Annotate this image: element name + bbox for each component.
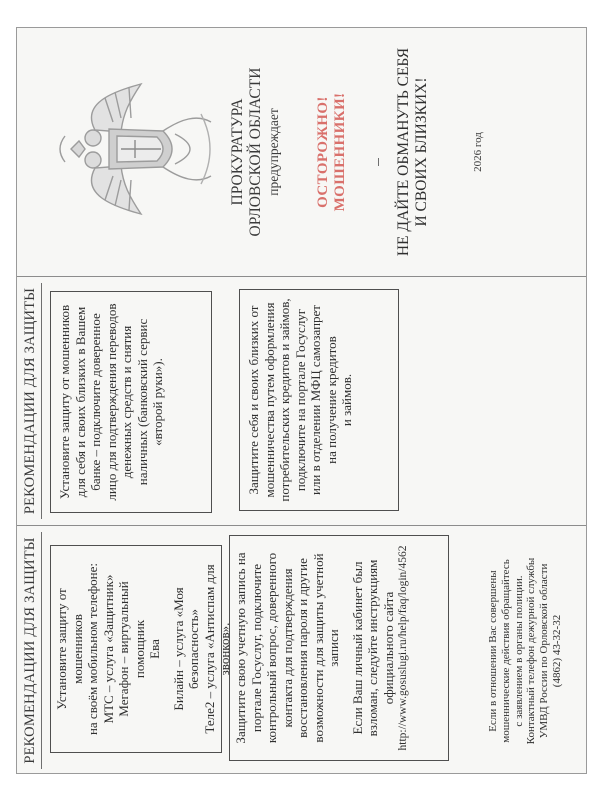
spacer (163, 554, 171, 744)
text-line: наличных (банковский сервис (134, 318, 150, 486)
gosuslugi-protection-box (229, 535, 449, 761)
text-line: на получение кредитов (323, 336, 339, 464)
text-line: Контактный телефон дежурной службы (525, 557, 538, 745)
cta-line: НЕ ДАЙТЕ ОБМАНУТЬ СЕБЯ (395, 47, 412, 257)
text-line: на своём мобильном телефоне: (85, 562, 100, 736)
leaflet-rotated-content (17, 28, 587, 774)
text-line: лицо для подтверждения переводов (103, 303, 119, 501)
office-name-line: ОРЛОВСКОЙ ОБЛАСТИ (247, 67, 264, 237)
call-to-action (395, 28, 431, 276)
text-line: Защитите себя и своих близких от (246, 305, 261, 495)
text-line: возможности для защиты учетной (310, 553, 326, 743)
text-line: Билайн – услуга «Моя (170, 587, 186, 711)
text-line: мошеннические действия обращайтесь (499, 559, 512, 743)
warning-line: ОСТОРОЖНО! (315, 96, 331, 208)
bank-protection-box (50, 291, 212, 513)
text-line: УМВД России по Орловской области (538, 563, 551, 739)
text-line: безопасность» (186, 608, 201, 690)
text-line: Если в отношении Вас совершены (487, 570, 499, 732)
phone-protection-box (50, 545, 232, 753)
divider (378, 158, 379, 166)
cta-line: И СВОИХ БЛИЗКИХ! (413, 77, 430, 227)
text-line: Установите защиту от мошенников (57, 304, 72, 500)
police-contact-note (487, 535, 564, 767)
text-line: с заявлением в органы полиции. (512, 575, 525, 727)
text-line: портале Госуслуг, подключите (248, 563, 264, 733)
text-line: Теле2 – услуга «Антиспам для (201, 564, 217, 734)
office-name-line: ПРОКУРАТУРА (229, 98, 246, 206)
year-label: 2026 год (472, 132, 484, 172)
text-line: потребительских кредитов и займов, (277, 298, 292, 502)
text-line: взломан, следуйте инструкциям (365, 559, 380, 737)
gosuslugi-help-link[interactable]: http://www.gosuslugi.ru/help/faq/login/4562 (397, 545, 409, 751)
text-line: контакта для подтверждения (279, 568, 295, 728)
text-line: МТС – услуга «Защитник» (100, 574, 116, 724)
prosecutor-eagle-emblem-icon (51, 74, 221, 224)
text-line: мошенничества путем оформления (261, 302, 277, 498)
text-line: контрольный вопрос, доверенного (264, 552, 279, 744)
text-line: подключите на портале Госуслуг (292, 308, 308, 492)
warning-line: МОШЕННИКИ! (332, 92, 348, 212)
text-line: Если Ваш личный кабинет был (349, 561, 365, 735)
warning-title (315, 28, 349, 276)
panel-protection-bank (17, 277, 587, 526)
phone-number: (4862) 43-32-32 (550, 614, 563, 688)
text-line: денежных средств и снятия (119, 325, 134, 479)
credit-ban-box (239, 289, 399, 511)
text-line: банке – подключите доверенное (88, 313, 103, 491)
text-line: официального сайта (380, 591, 396, 705)
panel-cover (17, 28, 587, 277)
text-line: Защитите свою учетную запись на (233, 552, 248, 744)
text-line: записи (326, 629, 341, 667)
text-line: Ева (147, 639, 162, 659)
spacer (342, 544, 350, 752)
office-title (229, 28, 283, 276)
leaflet-sheet (16, 27, 587, 774)
text-line: Установите защиту от мошенников (54, 588, 85, 710)
text-line: для себя и своих близких в Вашем (72, 306, 88, 498)
panel-header: РЕКОМЕНДАЦИИ ДЛЯ ЗАЩИТЫ (19, 283, 42, 519)
office-subtitle: предупреждает (266, 108, 281, 196)
text-line: восстановления пароля и другие (295, 558, 310, 738)
text-line: «второй руки»). (150, 358, 165, 446)
text-line: звонков». (217, 622, 232, 676)
text-line: или в отделении МФЦ самозапрет (308, 305, 323, 496)
text-line: Мегафон – виртуальный помощник (116, 581, 147, 717)
panel-protection-phone (17, 526, 587, 774)
text-line: и займов. (339, 373, 354, 427)
panel-header: РЕКОМЕНДАЦИИ ДЛЯ ЗАЩИТЫ (19, 532, 42, 769)
